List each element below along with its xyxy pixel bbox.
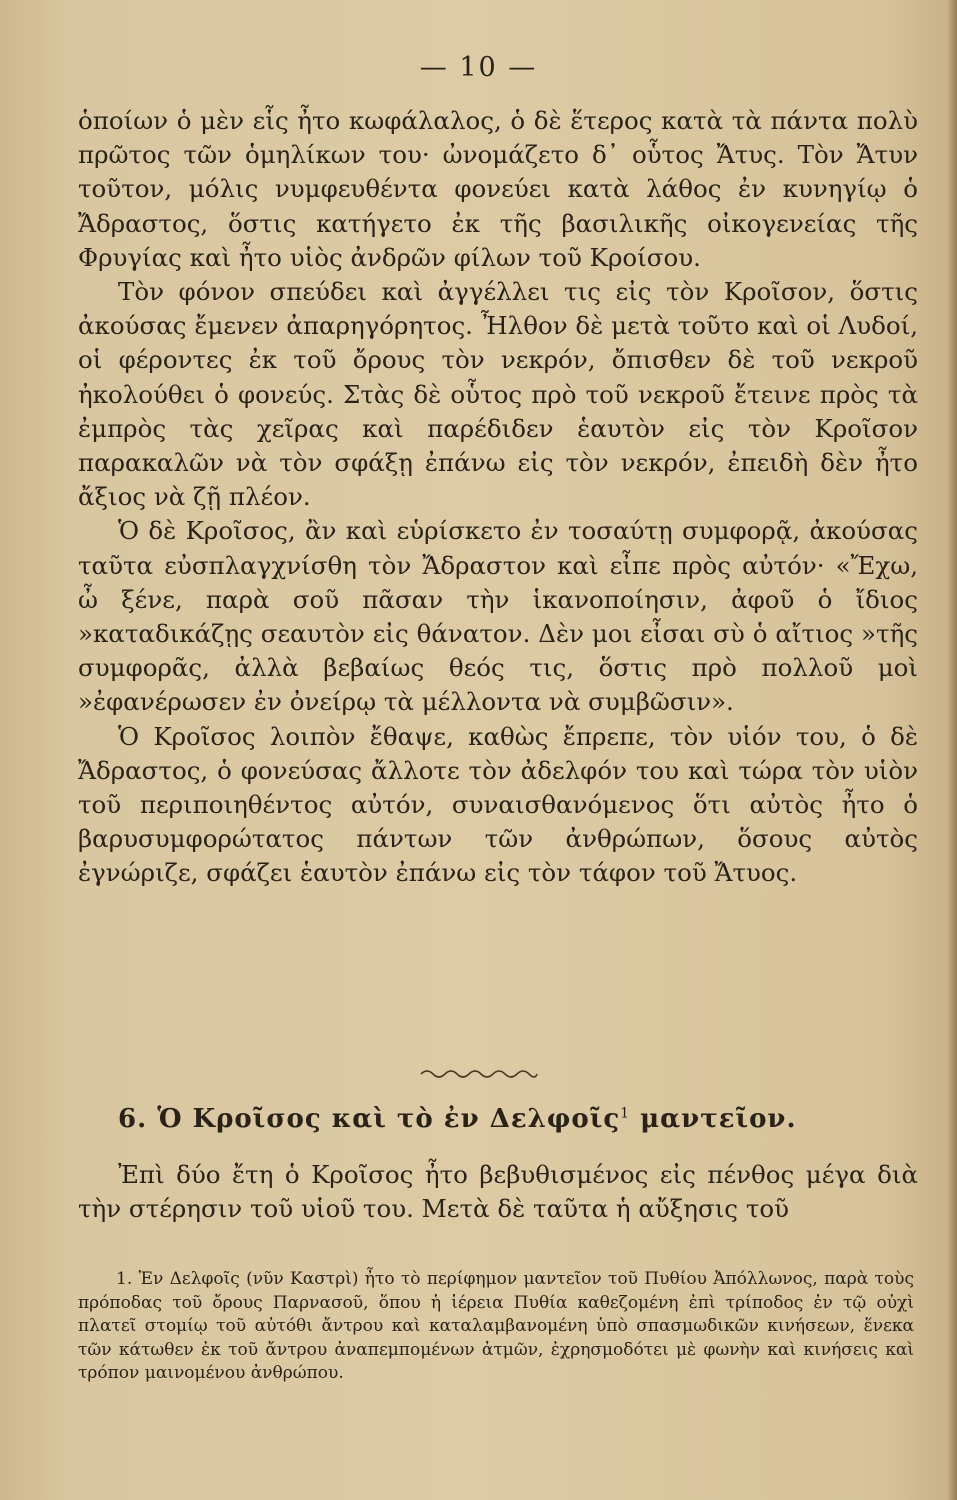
- body-text: [78, 104, 918, 891]
- section-heading-text-end: μαντεῖον.: [630, 1104, 797, 1134]
- paragraph: Ἐπὶ δύο ἔτη ὁ Κροῖσος ἦτο βεβυθισμένος εἰς πένθος μέγα διὰ τὴν στέρησιν τοῦ υἱοῦ του. Μετὰ δὲ ταῦτα ἡ αὔξησις τοῦ: [78, 1160, 918, 1224]
- section-text: [78, 1158, 918, 1226]
- footnote-text: 1. Ἐν Δελφοῖς (νῦν Καστρὶ) ἦτο τὸ περίφημον μαντεῖον τοῦ Πυθίου Ἀπόλλωνος, παρὰ τοὺς πρόποδας τοῦ ὄρους Παρνασοῦ, ὅπου ἡ ἱέρεια Πυθία καθεζομένη ἐπὶ τρίποδος ἐν τῷ οὐχὶ πλατεῖ στομίῳ τοῦ αὐτόθι ἄντρου καὶ καταλαμβανομένη ὑπὸ σπασμωδικῶν κινήσεων, ἕνεκα τῶν κάτωθεν ἐκ τοῦ ἄντρου ἀναπεμπομένων ἀτμῶν, ἐχρησμοδότει μὲ φωνὴν καὶ κινήσεις καὶ τρόπον μαινομένου ἀνθρώπου.: [78, 1269, 914, 1384]
- paragraph: Τὸν φόνον σπεύδει καὶ ἀγγέλλει τις εἰς τὸν Κροῖσον, ὅστις ἀκούσας ἔμενεν ἀπαρηγόρητος. Ἦλθον δὲ μετὰ τοῦτο καὶ οἱ Λυδοί, οἱ φέροντες ἐκ τοῦ ὄρους τὸν νεκρόν, ὄπισθεν δὲ τοῦ νεκροῦ ἠκολούθει ὁ φονεύς. Στὰς δὲ οὗτος πρὸ τοῦ νεκροῦ ἔτεινε πρὸς τὰ ἐμπρὸς τὰς χεῖρας καὶ παρέδιδεν ἑαυτὸν εἰς τὸν Κροῖσον παρακαλῶν νὰ τὸν σφάξῃ ἐπάνω εἰς τὸν νεκρόν, ἐπειδὴ δὲν ἦτο ἄξιος νὰ ζῇ πλέον.: [78, 277, 918, 512]
- section-heading-text: 6. Ὁ Κροῖσος καὶ τὸ ἐν Δελφοῖς: [118, 1104, 621, 1134]
- page-number: — 10 —: [419, 52, 538, 83]
- paragraph-continued: ὁποίων ὁ μὲν εἷς ἦτο κωφάλαλος, ὁ δὲ ἕτερος κατὰ τὰ πάντα πολὺ πρῶτος τῶν ὁμηλίκων του· ὠνομάζετο δ᾽ οὗτος Ἄτυς. Τὸν Ἄτυν τοῦτον, μόλις νυμφευθέντα φονεύει κατὰ λάθος ἐν κυνηγίῳ ὁ Ἄδραστος, ὅστις κατήγετο ἐκ τῆς βασιλικῆς οἰκογενείας τῆς Φρυγίας καὶ ἦτο υἱὸς ἀνδρῶν φίλων τοῦ Κροίσου.: [78, 106, 918, 272]
- page-spine-shadow: [947, 0, 957, 1500]
- wavy-rule-icon: [419, 1066, 539, 1082]
- footnote: [78, 1268, 914, 1386]
- paragraph: Ὁ δὲ Κροῖσος, ἂν καὶ εὑρίσκετο ἐν τοσαύτῃ συμφορᾷ, ἀκούσας ταῦτα εὐσπλαγχνίσθη τὸν Ἄδραστον καὶ εἶπε πρὸς αὐτόν· «Ἔχω, ὦ ξένε, παρὰ σοῦ πᾶσαν τὴν ἱκανοποίησιν, ἀφοῦ ὁ ἴδιος »καταδικάζῃς σεαυτὸν εἰς θάνατον. Δὲν μοι εἶσαι σὺ ὁ αἴτιος »τῆς συμφορᾶς, ἀλλὰ βεβαίως θεός τις, ὅστις πρὸ πολλοῦ μοὶ »ἐφανέρωσεν ἐν ὀνείρῳ τὰ μέλλοντα νὰ συμβῶσιν».: [78, 516, 918, 717]
- section-divider-ornament: [0, 1066, 957, 1082]
- footnote-reference: 1: [620, 1105, 631, 1122]
- section-heading: [118, 1104, 918, 1134]
- paragraph: Ὁ Κροῖσος λοιπὸν ἔθαψε, καθὼς ἔπρεπε, τὸν υἱόν του, ὁ δὲ Ἄδραστος, ὁ φονεύσας ἄλλοτε τὸν ἀδελφόν του καὶ τώρα τὸν υἱὸν τοῦ περιποιηθέντος αὐτόν, συναισθανόμενος ὅτι αὐτὸς ἦτο ὁ βαρυσυμφορώτατος πάντων τῶν ἀνθρώπων, ὅσους αὐτὸς ἐγνώριζε, σφάζει ἑαυτὸν ἐπάνω εἰς τὸν τάφον τοῦ Ἄτυος.: [78, 721, 918, 888]
